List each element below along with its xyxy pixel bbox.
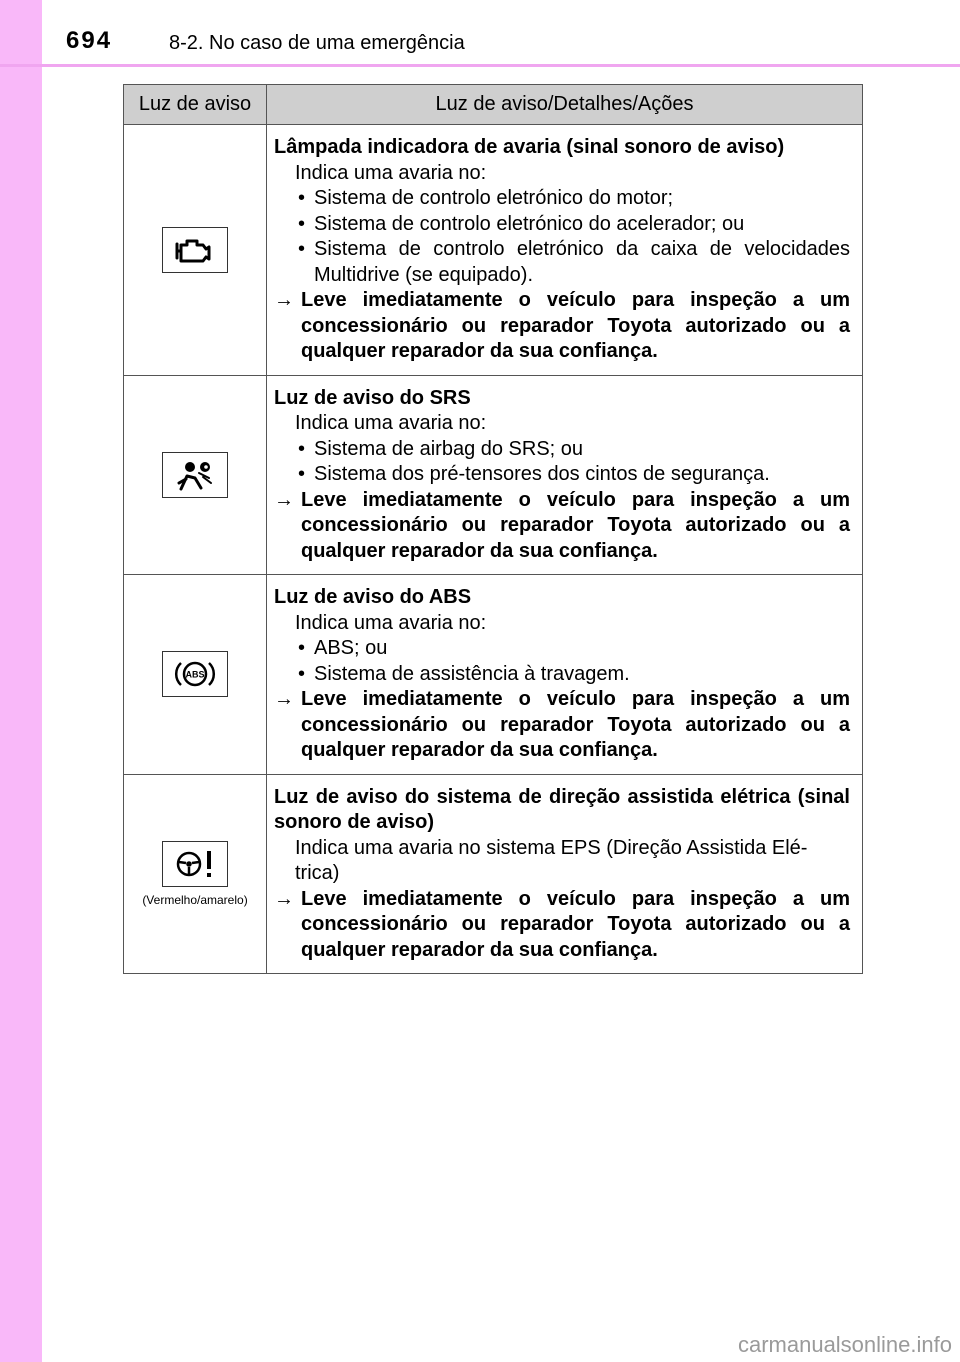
srs-airbag-icon [162, 452, 228, 498]
list-item: • Sistema de controlo eletrónico do motor; [274, 186, 850, 212]
action-text: Leve imediatamente o veículo para inspeção a um concessionário ou reparador Toyota autorizado ou a qualquer reparador da sua confiança. [301, 688, 850, 761]
details-cell [267, 774, 863, 974]
warning-lights-table [123, 84, 863, 974]
row-action [274, 288, 850, 365]
check-engine-icon [162, 227, 228, 273]
list-item: • Sistema dos pré-tensores dos cintos de segurança. [274, 462, 850, 488]
table-row [124, 774, 863, 974]
watermark: carmanualsonline.info [737, 1332, 952, 1357]
row-intro: Indica uma avaria no: [295, 611, 487, 634]
details-cell [267, 375, 863, 575]
row-action [274, 488, 850, 565]
action-text: Leve imediatamente o veículo para inspeção a um concessionário ou reparador Toyota autorizado ou a qualquer reparador da sua confiança. [301, 887, 850, 961]
page-header [0, 0, 960, 66]
row-title: Luz de aviso do ABS [274, 586, 472, 608]
arrow-icon: → [274, 289, 294, 311]
column-header-details: Luz de aviso/Detalhes/Ações [267, 85, 863, 125]
row-action [274, 687, 850, 764]
details-cell [267, 125, 863, 376]
row-intro: Indica uma avaria no sistema EPS (Direção Assistida Elé-trica) [295, 836, 808, 884]
list-item: • ABS; ou [274, 636, 850, 662]
list-item: • Sistema de controlo eletrónico da caixa de velocidades Multidrive (se equipado). [274, 237, 850, 288]
page-number: 694 [66, 27, 113, 54]
action-text: Leve imediatamente o veículo para inspeção a um concessionário ou reparador Toyota autorizado ou a qualquer reparador da sua confiança. [301, 289, 850, 362]
abs-icon [162, 651, 228, 697]
row-title: Luz de aviso do SRS [274, 386, 471, 409]
details-cell [267, 575, 863, 775]
row-action [274, 887, 850, 964]
arrow-icon: → [274, 887, 294, 910]
row-intro: Indica uma avaria no: [295, 161, 487, 184]
chapter-title: 8-2. No caso de uma emergência [169, 32, 465, 54]
table-row [124, 375, 863, 575]
list-item: • Sistema de assistência à travagem. [274, 662, 850, 688]
table-row [124, 575, 863, 775]
arrow-icon: → [274, 488, 294, 511]
icon-cell [124, 575, 267, 775]
list-item: • Sistema de controlo eletrónico do acelerador; ou [274, 212, 850, 238]
row-intro: Indica uma avaria no: [295, 412, 487, 434]
action-text: Leve imediatamente o veículo para inspeção a um concessionário ou reparador Toyota autorizado ou a qualquer reparador da sua confiança. [301, 488, 850, 562]
header-rule [0, 64, 960, 67]
side-color-bar [0, 0, 42, 1362]
icon-cell [124, 774, 267, 974]
icon-cell [124, 125, 267, 376]
abs-icon-label: ABS [185, 669, 205, 680]
table-header-row [124, 85, 863, 125]
table-row [124, 125, 863, 376]
icon-caption: (Vermelho/amarelo) [142, 892, 248, 907]
row-title: Luz de aviso do sistema de direção assistida elétrica (sinal sonoro de aviso) [274, 785, 850, 833]
column-header-light: Luz de aviso [124, 85, 267, 125]
row-title: Lâmpada indicadora de avaria (sinal sonoro de aviso) [274, 136, 785, 158]
list-item: • Sistema de airbag do SRS; ou [274, 437, 850, 463]
icon-cell [124, 375, 267, 575]
eps-steering-icon [162, 841, 228, 887]
arrow-icon: → [274, 688, 294, 710]
